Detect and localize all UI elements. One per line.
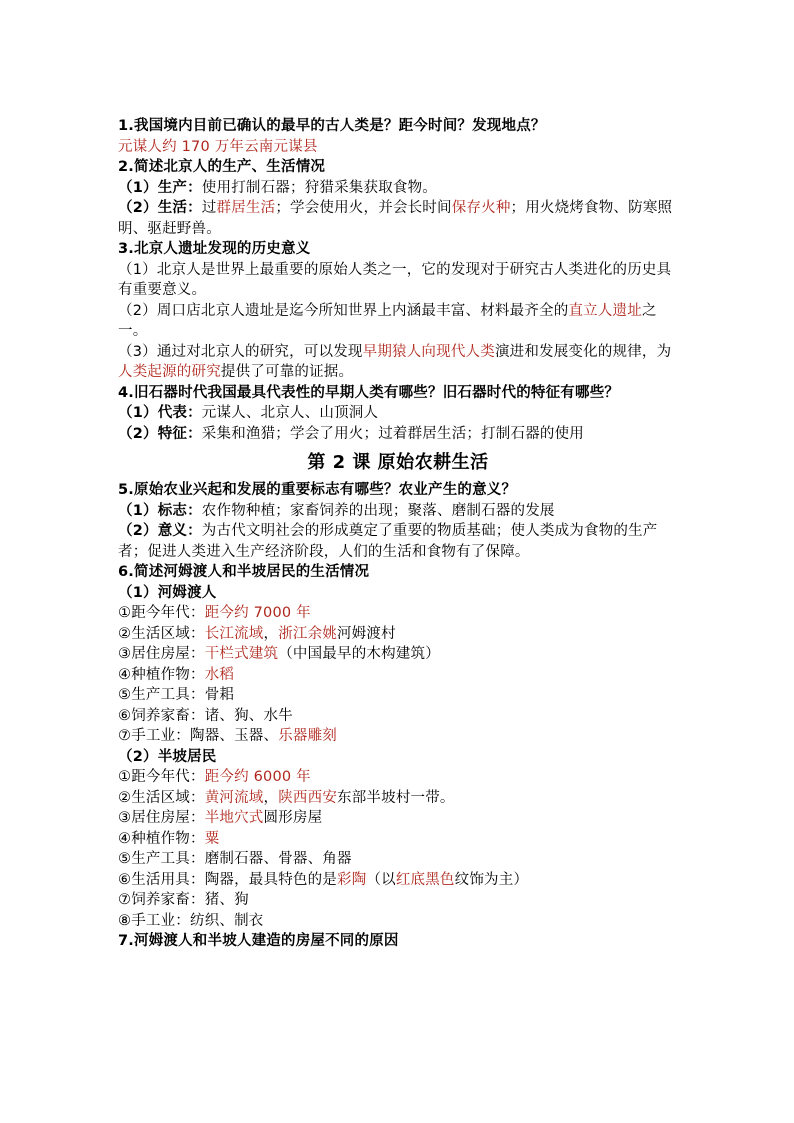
banpo-house xyxy=(118,808,678,829)
hemudu-tool xyxy=(118,685,678,706)
answer-4-representatives xyxy=(118,403,678,424)
answer-5-meaning xyxy=(118,521,678,562)
highlight: 水稻 xyxy=(204,666,235,683)
question-2: 2.简述北京人的生产、生活情况 xyxy=(118,159,326,175)
text: 纺织、制衣 xyxy=(190,912,264,929)
question-6: 6.简述河姆渡人和半坡居民的生活情况 xyxy=(118,564,370,580)
label: （2）特征： xyxy=(118,425,202,442)
answer-4-features xyxy=(118,424,678,445)
label: （2）意义： xyxy=(118,523,202,539)
highlight: 陕西西安 xyxy=(278,789,338,806)
answer-3-point-2 xyxy=(118,301,678,342)
banpo-utensil xyxy=(118,870,678,891)
highlight: 保存火种 xyxy=(451,200,511,216)
answer-1: 元谋人约 170 万年云南元谋县 xyxy=(118,138,318,155)
text: （中国最早的木构建筑） xyxy=(278,646,440,662)
text: 东部半坡村一带。 xyxy=(337,789,455,806)
text: 农作物种植；家畜饲养的出现；聚落、磨制石器的发展 xyxy=(201,502,555,519)
text: ；用火烧烤食物、防寒照明、驱赶野兽。 xyxy=(118,200,673,237)
label: ⑤生产工具： xyxy=(118,687,205,703)
highlight: 人类起源的研究 xyxy=(118,364,221,380)
label: ②生活区域： xyxy=(118,625,205,642)
lesson-title: 第 2 课 原始农耕生活 xyxy=(307,452,489,473)
text: ， xyxy=(263,789,279,806)
hemudu-animal xyxy=(118,706,678,727)
text: ；学会使用火，并会长时间 xyxy=(275,200,452,216)
text: （3）通过对北京人的研究，可以发现 xyxy=(118,343,363,360)
highlight: 直立人遗址 xyxy=(568,302,642,319)
banpo-crop xyxy=(118,829,678,850)
text: 磨制石器、骨器、角器 xyxy=(204,851,352,867)
highlight: 干栏式建筑 xyxy=(204,646,279,662)
question-1: 1.我国境内目前已确认的最早的古人类是？距今时间？发现地点？ xyxy=(118,118,546,134)
text: 采集和渔猎；学会了用火；过着群居生活；打制石器的使用 xyxy=(201,425,584,442)
label: ②生活区域： xyxy=(118,789,205,806)
label: ①距今年代： xyxy=(118,769,205,785)
question-5: 5.原始农业兴起和发展的重要标志有哪些？农业产生的意义？ xyxy=(118,482,517,498)
hemudu-area xyxy=(118,624,678,645)
highlight: 半地穴式 xyxy=(204,810,264,826)
banpo-heading: （2）半坡居民 xyxy=(118,748,217,765)
hemudu-craft xyxy=(118,726,678,747)
text: 陶器、玉器、 xyxy=(190,728,279,744)
label: ⑥生活用具： xyxy=(118,871,205,888)
answer-3-point-1: （1）北京人是世界上最重要的原始人类之一，它的发现对于研究古人类进化的历史具有重要意义。 xyxy=(118,261,672,298)
label: （1）代表： xyxy=(118,405,202,421)
question-4: 4.旧石器时代我国最具代表性的早期人类有哪些？旧石器时代的特征有哪些？ xyxy=(118,384,620,401)
question-7: 7.河姆渡人和半坡人建造的房屋不同的原因 xyxy=(118,933,399,949)
banpo-animal xyxy=(118,890,678,911)
text: （2）周口店北京人遗址是迄今所知世界上内涵最丰富、材料最齐全的 xyxy=(118,302,569,319)
highlight: 长江流域 xyxy=(204,625,264,642)
label: ③居住房屋： xyxy=(118,810,205,826)
text: 元谋人、北京人、山顶洞人 xyxy=(201,405,379,421)
text: 猪、狗 xyxy=(204,892,249,908)
document-page xyxy=(118,116,678,952)
text: 纹饰为主） xyxy=(454,871,529,888)
highlight: 距今约 6000 年 xyxy=(204,769,311,785)
answer-5-signs xyxy=(118,501,678,522)
highlight: 群居生活 xyxy=(216,200,276,216)
label: ⑥饲养家畜： xyxy=(118,707,205,724)
highlight: 浙江余姚 xyxy=(278,625,338,642)
highlight: 黄河流域 xyxy=(204,789,264,806)
label: ④种植作物： xyxy=(118,830,205,847)
answer-2-production xyxy=(118,178,678,199)
highlight: 距今约 7000 年 xyxy=(204,605,311,621)
label: ⑤生产工具： xyxy=(118,851,205,867)
banpo-age xyxy=(118,767,678,788)
hemudu-crop xyxy=(118,665,678,686)
answer-3-point-3 xyxy=(118,342,678,383)
label: ⑦手工业： xyxy=(118,728,190,744)
highlight: 彩陶 xyxy=(337,871,367,888)
highlight: 早期猿人向现代人类 xyxy=(362,343,495,360)
text: 为古代文明社会的形成奠定了重要的物质基础；使人类成为食物的生产者；促进人类进入生产经济阶段，人们的生活和食物有了保障。 xyxy=(118,523,658,560)
label: （1）标志： xyxy=(118,502,202,519)
text: 陶器，最具特色的是 xyxy=(204,871,338,888)
question-3: 3.北京人遗址发现的历史意义 xyxy=(118,241,311,257)
answer-2-life xyxy=(118,198,678,239)
text: ， xyxy=(263,625,279,642)
highlight: 粟 xyxy=(204,830,220,847)
text: 诸、狗、水牛 xyxy=(204,707,293,724)
hemudu-house xyxy=(118,644,678,665)
label: ①距今年代： xyxy=(118,605,205,621)
label: ⑧手工业： xyxy=(118,912,190,929)
label: ③居住房屋： xyxy=(118,646,205,662)
banpo-tool xyxy=(118,849,678,870)
text: 使用打制石器；狩猎采集获取食物。 xyxy=(201,179,437,196)
label: ⑦饲养家畜： xyxy=(118,892,205,908)
banpo-craft xyxy=(118,911,678,932)
label: （2）生活： xyxy=(118,200,202,216)
label: （1）生产： xyxy=(118,179,202,196)
text: 之一。 xyxy=(118,302,657,339)
highlight: 红底黑色 xyxy=(395,871,455,888)
text: 提供了可靠的证据。 xyxy=(220,364,354,380)
text: 河姆渡村 xyxy=(337,625,396,642)
label: ④种植作物： xyxy=(118,666,205,683)
text: 演进和发展变化的规律，为 xyxy=(494,343,672,360)
text: 骨耜 xyxy=(204,687,235,703)
banpo-area xyxy=(118,788,678,809)
hemudu-age xyxy=(118,603,678,624)
text: 圆形房屋 xyxy=(263,810,323,826)
text: （以 xyxy=(366,871,396,888)
hemudu-heading: （1）河姆渡人 xyxy=(118,584,217,601)
text: 过 xyxy=(201,200,217,216)
highlight: 乐器雕刻 xyxy=(278,728,338,744)
